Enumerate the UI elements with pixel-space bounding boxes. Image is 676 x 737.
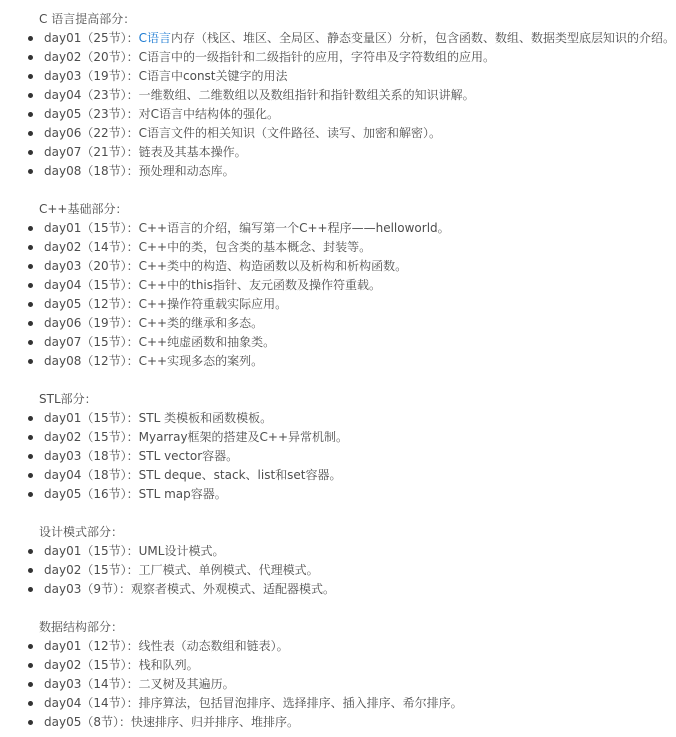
bullet-icon bbox=[28, 568, 33, 573]
lesson-list bbox=[0, 409, 676, 504]
bullet-icon bbox=[28, 321, 33, 326]
lesson-day: day06（22节）： bbox=[44, 126, 139, 140]
lesson-day: day02（15节）： bbox=[44, 658, 139, 672]
lesson-text: 栈和队列。 bbox=[138, 658, 199, 672]
bullet-icon bbox=[28, 644, 33, 649]
lesson-text: 工厂模式、单例模式、代理模式。 bbox=[138, 563, 319, 577]
bullet-icon bbox=[28, 473, 33, 478]
lesson-text: 排序算法，包括冒泡排序、选择排序、插入排序、希尔排序。 bbox=[138, 696, 463, 710]
lesson-text: C++中的类，包含类的基本概念、封装等。 bbox=[138, 240, 372, 254]
section-c-advanced bbox=[0, 10, 676, 181]
bullet-icon bbox=[28, 701, 33, 706]
lesson-day: day03（19节）： bbox=[44, 69, 139, 83]
lesson-day: day05（16节）： bbox=[44, 487, 139, 501]
bullet-icon bbox=[28, 492, 33, 497]
bullet-icon bbox=[28, 226, 33, 231]
lesson-day: day01（15节）： bbox=[44, 544, 139, 558]
lesson-text: 对C语言中结构体的强化。 bbox=[138, 107, 280, 121]
list-item bbox=[0, 29, 676, 48]
list-item bbox=[0, 713, 676, 732]
lesson-day: day03（18节）： bbox=[44, 449, 139, 463]
lesson-text: C++类中的构造、构造函数以及析构和析构函数。 bbox=[138, 259, 408, 273]
lesson-day: day05（12节）： bbox=[44, 297, 139, 311]
lesson-day: day01（15节）： bbox=[44, 411, 139, 425]
list-item bbox=[0, 48, 676, 67]
c-language-link[interactable]: C语言 bbox=[138, 31, 172, 45]
bullet-icon bbox=[28, 587, 33, 592]
lesson-day: day02（15节）： bbox=[44, 563, 139, 577]
section-design-patterns bbox=[0, 523, 676, 599]
bullet-icon bbox=[28, 150, 33, 155]
lesson-text: C语言中的一级指针和二级指针的应用，字符串及字符数组的应用。 bbox=[138, 50, 496, 64]
lesson-text: 预处理和动态库。 bbox=[138, 164, 235, 178]
list-item bbox=[0, 352, 676, 371]
lesson-list bbox=[0, 29, 676, 181]
lesson-day: day03（20节）： bbox=[44, 259, 139, 273]
lesson-day: day01（12节）： bbox=[44, 639, 139, 653]
list-item bbox=[0, 561, 676, 580]
list-item bbox=[0, 143, 676, 162]
bullet-icon bbox=[28, 36, 33, 41]
lesson-day: day05（23节）： bbox=[44, 107, 139, 121]
lesson-text: Myarray框架的搭建及C++异常机制。 bbox=[138, 430, 349, 444]
lesson-text: C语言文件的相关知识（文件路径、读写、加密和解密）。 bbox=[138, 126, 442, 140]
lesson-day: day04（14节）： bbox=[44, 696, 139, 710]
bullet-icon bbox=[28, 549, 33, 554]
lesson-text: STL vector容器。 bbox=[138, 449, 239, 463]
lesson-day: day03（14节）： bbox=[44, 677, 139, 691]
lesson-day: day01（15节）： bbox=[44, 221, 139, 235]
list-item bbox=[0, 656, 676, 675]
bullet-icon bbox=[28, 55, 33, 60]
bullet-icon bbox=[28, 435, 33, 440]
bullet-icon bbox=[28, 74, 33, 79]
list-item bbox=[0, 333, 676, 352]
section-title: C 语言提高部分： bbox=[39, 12, 136, 26]
list-item bbox=[0, 637, 676, 656]
lesson-day: day04（15节）： bbox=[44, 278, 139, 292]
bullet-icon bbox=[28, 663, 33, 668]
list-item bbox=[0, 694, 676, 713]
list-item bbox=[0, 105, 676, 124]
bullet-icon bbox=[28, 454, 33, 459]
lesson-text: C语言中const关键字的用法 bbox=[138, 69, 288, 83]
bullet-icon bbox=[28, 93, 33, 98]
lesson-day: day03（9节）： bbox=[44, 582, 131, 596]
bullet-icon bbox=[28, 340, 33, 345]
lesson-text: C++语言的介绍，编写第一个C++程序——helloworld。 bbox=[138, 221, 450, 235]
lesson-list bbox=[0, 219, 676, 371]
lesson-text: STL 类模板和函数模板。 bbox=[138, 411, 273, 425]
lesson-day: day06（19节）： bbox=[44, 316, 139, 330]
lesson-list bbox=[0, 542, 676, 599]
section-title: 数据结构部分： bbox=[39, 620, 124, 634]
lesson-day: day07（21节）： bbox=[44, 145, 139, 159]
lesson-text: 内存（栈区、堆区、全局区、静态变量区）分析，包含函数、数组、数据类型底层知识的介绍。 bbox=[171, 31, 676, 45]
section-cpp-basics bbox=[0, 200, 676, 371]
list-item bbox=[0, 276, 676, 295]
bullet-icon bbox=[28, 302, 33, 307]
bullet-icon bbox=[28, 359, 33, 364]
section-data-structures bbox=[0, 618, 676, 732]
list-item bbox=[0, 466, 676, 485]
list-item bbox=[0, 238, 676, 257]
lesson-text: C++纯虚函数和抽象类。 bbox=[138, 335, 276, 349]
lesson-text: C++类的继承和多态。 bbox=[138, 316, 264, 330]
list-item bbox=[0, 67, 676, 86]
list-item bbox=[0, 314, 676, 333]
list-item bbox=[0, 409, 676, 428]
lesson-day: day02（14节）： bbox=[44, 240, 139, 254]
lesson-text: C++实现多态的案列。 bbox=[138, 354, 264, 368]
lesson-day: day07（15节）： bbox=[44, 335, 139, 349]
lesson-text: 快速排序、归并排序、堆排序。 bbox=[130, 715, 299, 729]
lesson-text: 二叉树及其遍历。 bbox=[138, 677, 235, 691]
bullet-icon bbox=[28, 720, 33, 725]
list-item bbox=[0, 428, 676, 447]
list-item bbox=[0, 542, 676, 561]
bullet-icon bbox=[28, 283, 33, 288]
section-title: STL部分： bbox=[39, 392, 97, 406]
list-item bbox=[0, 86, 676, 105]
lesson-text: 链表及其基本操作。 bbox=[138, 145, 247, 159]
lesson-day: day05（8节）： bbox=[44, 715, 131, 729]
bullet-icon bbox=[28, 416, 33, 421]
list-item bbox=[0, 447, 676, 466]
list-item bbox=[0, 219, 676, 238]
lesson-day: day02（15节）： bbox=[44, 430, 139, 444]
bullet-icon bbox=[28, 131, 33, 136]
list-item bbox=[0, 162, 676, 181]
bullet-icon bbox=[28, 245, 33, 250]
lesson-day: day04（18节）： bbox=[44, 468, 139, 482]
lesson-day: day02（20节）： bbox=[44, 50, 139, 64]
list-item bbox=[0, 124, 676, 143]
section-title: 设计模式部分： bbox=[39, 525, 124, 539]
lesson-day: day08（12节）： bbox=[44, 354, 139, 368]
bullet-icon bbox=[28, 169, 33, 174]
lesson-text: 一维数组、二维数组以及数组指针和指针数组关系的知识讲解。 bbox=[138, 88, 475, 102]
lesson-day: day04（23节）： bbox=[44, 88, 139, 102]
section-stl bbox=[0, 390, 676, 504]
bullet-icon bbox=[28, 264, 33, 269]
lesson-text: 线性表（动态数组和链表）。 bbox=[138, 639, 289, 653]
bullet-icon bbox=[28, 682, 33, 687]
lesson-day: day08（18节）： bbox=[44, 164, 139, 178]
list-item bbox=[0, 580, 676, 599]
lesson-list bbox=[0, 637, 676, 732]
list-item bbox=[0, 257, 676, 276]
list-item bbox=[0, 295, 676, 314]
bullet-icon bbox=[28, 112, 33, 117]
list-item bbox=[0, 675, 676, 694]
lesson-text: STL map容器。 bbox=[138, 487, 227, 501]
lesson-text: STL deque、stack、list和set容器。 bbox=[138, 468, 342, 482]
lesson-text: UML设计模式。 bbox=[138, 544, 225, 558]
lesson-text: C++操作符重载实际应用。 bbox=[138, 297, 288, 311]
lesson-day: day01（25节）： bbox=[44, 31, 139, 45]
section-title: C++基础部分： bbox=[39, 202, 128, 216]
lesson-text: 观察者模式、外观模式、适配器模式。 bbox=[130, 582, 335, 596]
list-item bbox=[0, 485, 676, 504]
lesson-text: C++中的this指针、友元函数及操作符重载。 bbox=[138, 278, 382, 292]
